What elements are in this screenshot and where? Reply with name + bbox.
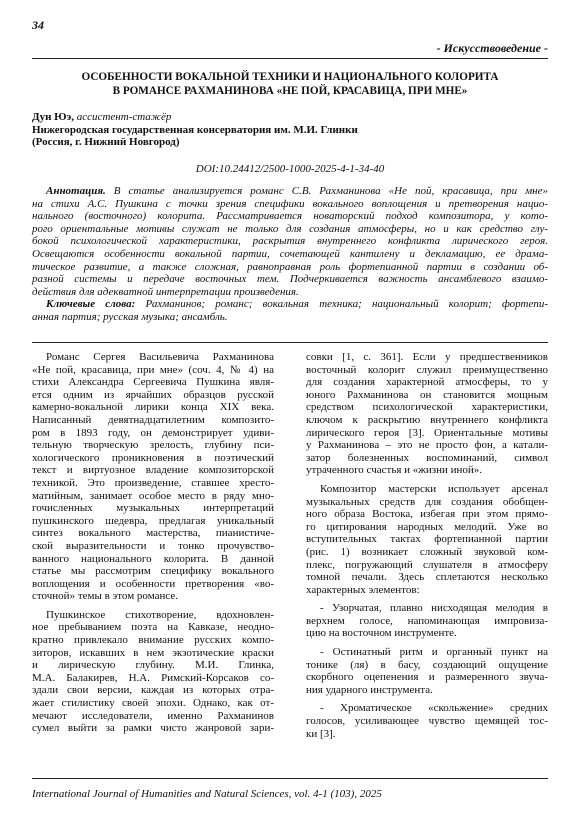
title-line: В РОМАНСЕ РАХМАНИНОВА «НЕ ПОЙ, КРАСАВИЦА, ПРИ МНЕ»	[112, 85, 468, 97]
title-line: ОСОБЕННОСТИ ВОКАЛЬНОЙ ТЕХНИКИ И НАЦИОНАЛЬНОГО КОЛОРИТА	[81, 71, 499, 83]
body-line: томной печали. Здесь сплетаются несколько	[306, 571, 548, 584]
body-line: средством психологической характеристики,	[306, 401, 548, 414]
body-line: совки [1, с. 361]. Если у предшественников	[306, 351, 548, 363]
body-line: Композитор мастерски использует арсенал	[320, 482, 548, 495]
abstract-line: на стихи А.С. Пушкина с точки зрения специфики вокального воплощения и претворения нацио-	[32, 197, 548, 210]
body-line: Пушкинское стихотворение, вдохновлен-	[46, 608, 274, 621]
list-item-line: - Узорчатая, плавно нисходящая мелодия в	[320, 602, 548, 615]
body-line: гочисленных музыкальных интерпретаций	[32, 502, 274, 515]
keywords-text: Рахманинов; романс; вокальная техника; национальный колорит; фортепи-	[135, 298, 549, 311]
abstract-line: бокой психологической характеристики, раскрытия внутреннего конфликта лирического героя.	[32, 235, 548, 248]
body-line: затор болезненных воспоминаний, символ	[306, 451, 548, 464]
body-line: Романс Сергея Васильевича Рахманинова	[46, 351, 274, 363]
body-line: плекс, погружающий слушателя в атмосферу	[306, 558, 548, 571]
doi: DOI:10.24412/2500-1000-2025-4-1-34-40	[195, 163, 385, 175]
body-line: и лирическую глубину. М.И. Глинка,	[32, 659, 274, 672]
abstract-label: Аннотация.	[46, 185, 106, 197]
body-line: ванного национального колорита. В данной	[32, 552, 274, 565]
body-line: пушкинского шедевра, предлагая уникальный	[32, 514, 274, 527]
body-line: воплощения и особенности претворения «во-	[32, 577, 274, 590]
body-line: Написанный девятнадцатилетним композито-	[32, 413, 274, 426]
body-line: камерно-вокальной лирики конца XIX века.	[32, 401, 274, 414]
list-item-line: скорбного оцепенения и размеренного звуча-	[306, 671, 548, 684]
header-rule	[32, 58, 548, 59]
body-line: сумел выйти за рамки чисто жанровой зари-	[32, 722, 274, 735]
abstract-line	[32, 185, 548, 198]
abstract	[32, 185, 548, 324]
body-line: синтез вокального мастерства, пианистиче-	[32, 527, 274, 540]
list-item-line: верхнем голосе, напоминающая импровиза-	[306, 614, 548, 627]
body-line: у Рахманинова – это не просто фон, а катали-	[306, 439, 548, 452]
body-line: го цитирования народных мелодий. Уже во	[306, 520, 548, 533]
abstract-rule	[32, 342, 548, 343]
body-line: музыкальных средств для создания обобщен-	[306, 495, 548, 508]
body-line: стихи Александра Сергеевича Пушкина явля-	[32, 376, 274, 389]
abstract-line: нального (восточного) колорита. Рассматривается новаторский подход композитора, у кото-	[32, 210, 548, 223]
body-line: ключом к раскрытию внутреннего конфликта	[306, 413, 548, 426]
abstract-line: рого ориентальные мотивы служат не только для создания атмосферы, но и как средство глу-	[32, 222, 548, 235]
body-line: хологического проникновения в поэтический	[32, 451, 274, 464]
body-line: зиторов, искавших в нем экзотические краски	[32, 646, 274, 659]
left-column	[32, 351, 274, 735]
right-column	[306, 351, 548, 740]
body-line: (рис. 1) возникает сложный звуковой ком-	[306, 545, 548, 558]
section-heading: - Искусствоведение -	[436, 41, 548, 55]
body-line: жает стилистику своей эпохи. Однако, как от-	[32, 697, 274, 710]
body-line: ное пребыванием поэта на Кавказе, неодно-	[32, 621, 274, 634]
keywords-label: Ключевые слова:	[46, 298, 136, 311]
keywords-line	[32, 298, 548, 311]
body-line: кратно привлекало внимание русских компо-	[32, 634, 274, 647]
author-location: (Россия, г. Нижний Новгород)	[32, 136, 180, 148]
article-title	[34, 70, 546, 98]
author-name: Дун Юэ,	[32, 111, 75, 123]
body-line: юного Рахманинова он становится мощным	[306, 388, 548, 401]
author-block	[32, 111, 358, 149]
body-line: лирического героя [3]. Ориентальные мотивы	[306, 426, 548, 439]
body-line: мечают исследователи, именно Рахманинов	[32, 709, 274, 722]
abstract-line: разной системы и передаче восточных тем. Подчеркивается важность ансамблевого взаимо-	[32, 273, 548, 286]
body-line: характерных элементов:	[306, 583, 420, 596]
body-line: восточный колорит служил преимущественно	[306, 363, 548, 376]
list-item-line: тонике (ля) в басу, создающий ощущение	[306, 658, 548, 671]
abstract-line: действия для адекватной интерпретации произведения.	[32, 285, 299, 298]
journal-footer: International Journal of Humanities and Natural Sciences, vol. 4-1 (103), 2025	[32, 788, 382, 800]
page-number: 34	[32, 18, 44, 32]
body-line: утраченного счастья и «жизни иной».	[306, 464, 483, 477]
body-line: ской выразительности и тонко прочувство-	[32, 539, 274, 552]
abstract-text: В статье анализируется романс С.В. Рахманинова «Не пой, красавица, при мне»	[105, 185, 548, 197]
list-item-line: ния ударного инструмента.	[306, 683, 433, 696]
body-line: техникой. Это произведение, ставшее хресто-	[32, 476, 274, 489]
keywords-line: анная партия; русская музыка; ансамбль.	[32, 310, 228, 323]
footer-rule	[32, 778, 548, 779]
body-line: статье мы рассмотрим специфику вокального	[32, 565, 274, 578]
body-line: тельную творческую зрелость, глубину пси-	[32, 439, 274, 452]
list-item-line: - Остинатный ритм и органный пункт на	[320, 646, 548, 659]
body-line: вступительных тактах фортепианной партии	[306, 533, 548, 546]
author-role: ассистент-стажёр	[74, 111, 172, 123]
body-line: для создания характерной атмосферы, то у	[306, 376, 548, 389]
abstract-line: тическое развитие, а также сложная, равноправная роль фортепианной партии в создании об-	[32, 260, 548, 273]
author-affiliation: Нижегородская государственная консерватория им. М.И. Глинки	[32, 123, 358, 136]
body-line: матийным, занимает особое место в ряду мно-	[32, 489, 274, 502]
list-item-line: ки [3].	[306, 727, 336, 740]
list-item-line: цию на восточном инструменте.	[306, 627, 457, 640]
body-line: М.А. Балакирев, Н.А. Римский-Корсаков со-	[32, 671, 274, 684]
body-line: сточной» темы в этом романсе.	[32, 590, 179, 603]
body-line: здали свои версии, каждая из которых отра-	[32, 684, 274, 697]
body-line: ного образа Востока, избегая при этом прямо-	[306, 508, 548, 521]
body-line: «Не пой, красавица, при мне» (соч. 4, № 4) на	[32, 363, 274, 376]
list-item-line: голосов, усиливающее чувство щемящей тос-	[306, 715, 548, 728]
body-line: ром в 1893 году, он демонстрирует удиви-	[32, 426, 274, 439]
list-item-line: - Хроматическое «скольжение» средних	[320, 702, 548, 715]
abstract-line: Освещаются особенности вокальной партии, сочетающей кантилену и декламацию, ее драма-	[32, 247, 548, 260]
author-line	[32, 111, 358, 124]
body-line: текст и виртуозное владение композиторской	[32, 464, 274, 477]
body-line: ется одним из ярчайших образцов русской	[32, 388, 274, 401]
